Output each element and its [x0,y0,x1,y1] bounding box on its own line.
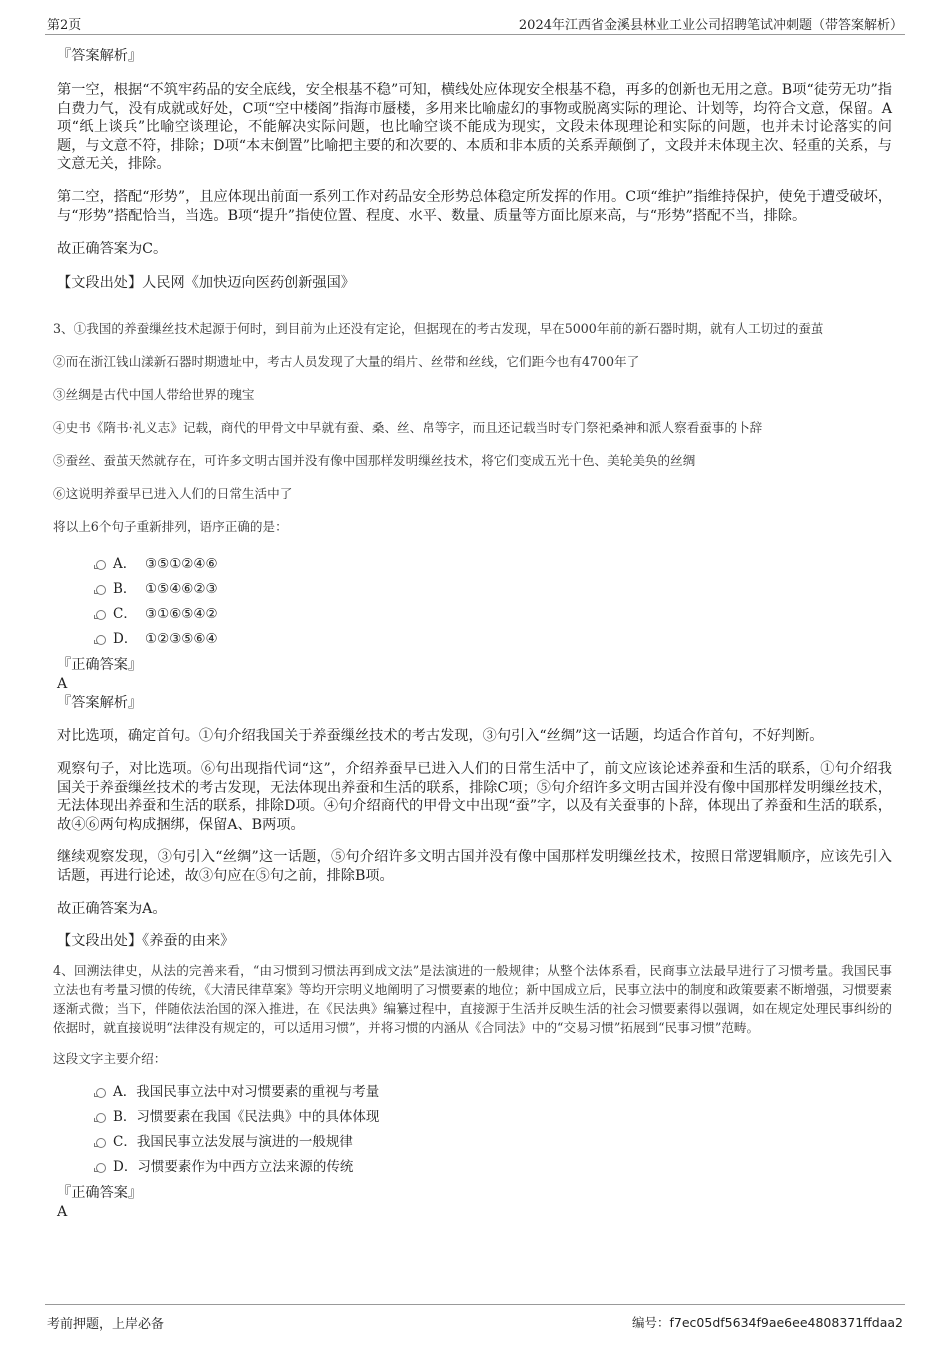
q2-analysis-paragraph-2: 第二空，搭配“形势”，且应体现出前面一系列工作对药品安全形势总体稳定所发挥的作用。C项“维护”指维持保护，使免于遭受破坏，与“形势”搭配恰当，当选。B项“提升”指使位置、程度、水平、数量、质量等方面比原来高，与“形势”搭配不当，排除。 [57,188,892,224]
q3-sentence-4: ④史书《隋书·礼义志》记载，商代的甲骨文中早就有蚕、桑、丝、帛等字，而且还记载当时专门祭祀桑神和派人察看蚕事的卜辞 [53,420,763,436]
q3-option-b[interactable]: B． ①⑤④⑥②③ [57,577,892,602]
q2-analysis-label: 『答案解析』 [57,48,143,64]
q3-option-c[interactable]: C． ③①⑥⑤④② [57,602,892,627]
q3-prompt: 将以上6个句子重新排列，语序正确的是： [53,519,288,535]
q4-answer-label: 『正确答案』 [57,1184,143,1201]
q3-answer-label: 『正确答案』 [57,657,143,674]
q2-analysis-paragraph-1: 第一空，根据“不筑牢药品的安全底线，安全根基不稳”可知，横线处应体现安全根基不稳，再多的创新也无用之意。B项“徒劳无功”指白费力气，没有成就或好处，C项“空中楼阁”指海市蜃楼，多用来比喻虚幻的事物或脱离实际的理论、计划等，均符合文意，保留。A项“纸上谈兵”比喻空谈理论，不能解决实际问题，也比喻空谈不能成为现实，文段未体现理论和实际的问题，也并未讨论落实的问题，与文意不符，排除；D项“本末倒置”比喻把主要的和次要的、本质和非本质的关系弄颠倒了，文段并未体现主次、轻重的关系，与文意无关，排除。 [57,82,892,173]
radio-icon[interactable] [96,1138,106,1148]
page-footer [45,1304,905,1333]
q3-analysis-paragraph-1: 对比选项，确定首句。①句介绍我国关于养蚕缫丝技术的考古发现，③句引入“丝绸”这一话题，均适合作首句，不好判断。 [57,728,824,745]
radio-icon[interactable] [96,1163,106,1173]
page-header [45,12,905,35]
q3-analysis-paragraph-3: 继续观察发现，③句引入“丝绸”这一话题，⑤句介绍许多文明古国并没有像中国那样发明缫丝技术，按照日常逻辑顺序，应该先引入话题，再进行论述，故③句应在⑤句之前，排除B项。 [57,849,892,884]
document-id: 编号：f7ec05df5634f9ae6ee4808371ffdaa2 [632,1315,903,1330]
q3-answer: A [57,676,68,693]
q4-option-d[interactable]: D．习惯要素作为中西方立法来源的传统 [57,1155,892,1180]
q3-sentence-3: ③丝绸是古代中国人带给世界的瑰宝 [53,387,255,403]
q3-sentence-6: ⑥这说明养蚕早已进入人们的日常生活中了 [53,486,293,502]
radio-icon[interactable] [96,635,106,645]
q3-analysis-label: 『答案解析』 [57,695,143,712]
question-3 [53,319,892,536]
radio-icon[interactable] [96,610,106,620]
q4-option-b[interactable]: B．习惯要素在我国《民法典》中的具体体现 [57,1105,892,1130]
q4-option-c[interactable]: C．我国民事立法发展与演进的一般规律 [57,1130,892,1155]
radio-icon[interactable] [96,560,106,570]
q3-source: 【文段出处】《养蚕的由来》 [57,933,235,950]
document-body [53,44,892,1222]
q4-options [57,1080,892,1180]
q4-passage: 4、回溯法律史，从法的完善来看，“由习惯到习惯法再到成文法”是法演进的一般规律；从整个法体系看，民商事立法最早进行了习惯考量。我国民事立法也有考量习惯的传统，《大清民律草案》等均开宗明义地阐明了习惯要素的地位；新中国成立后，民事立法中的制度和政策要素不断增强，习惯要素逐渐式微；当下，伴随依法治国的深入推进，在《民法典》编纂过程中，直接源于生活并反映生活的社会习惯要素得以强调，如在规定处理民事纠纷的依据时，就直接说明“法律没有规定的，可以适用习惯”，并将习惯的内涵从《合同法》中的“交易习惯”拓展到“民事习惯”范畴。 [53,962,892,1035]
q2-source: 【文段出处】人民网《加快迈向医药创新强国》 [57,274,355,291]
q3-sentence-5: ⑤蚕丝、蚕茧天然就存在，可许多文明古国并没有像中国那样发明缫丝技术，将它们变成五光十色、美轮美奂的丝绸 [53,453,696,469]
q4-prompt: 这段文字主要介绍： [53,1050,167,1066]
radio-icon[interactable] [96,1113,106,1123]
q3-option-d[interactable]: D． ①②③⑤⑥④ [57,627,892,652]
q3-options [57,552,892,652]
q2-conclusion: 故正确答案为C。 [57,241,168,258]
footer-slogan: 考前押题，上岸必备 [47,1317,165,1332]
q3-option-a[interactable]: A． ③⑤①②④⑥ [57,552,892,577]
q3-sentence-2: ②而在浙江钱山漾新石器时期遗址中，考古人员发现了大量的绢片、丝带和丝线，它们距今也有4700年了 [53,354,640,370]
page-number: 第2页 [47,18,82,33]
document-title: 2024年江西省金溪县林业工业公司招聘笔试冲刺题（带答案解析） [518,18,903,33]
q4-option-a[interactable]: A．我国民事立法中对习惯要素的重视与考量 [57,1080,892,1105]
q4-answer: A [57,1203,68,1220]
q3-sentence-1: 3、①我国的养蚕缫丝技术起源于何时，到目前为止还没有定论，但据现在的考古发现，早在5000年前的新石器时期，就有人工切过的蚕茧 [53,321,824,337]
q3-analysis-paragraph-2: 观察句子，对比选项。⑥句出现指代词“这”，介绍养蚕早已进入人们的日常生活中了，前文应该论述养蚕和生活的联系，①句介绍我国关于养蚕缫丝技术的考古发现，无法体现出养蚕和生活的联系，排除C项；⑤句介绍许多文明古国并没有像中国那样发明缫丝技术，无法体现出养蚕和生活的联系，排除D项。④句介绍商代的甲骨文中出现“蚕”字，以及有关蚕事的卜辞，体现出了养蚕和生活的联系，故④⑥两句构成捆绑，保留A、B两项。 [57,760,892,833]
q3-conclusion: 故正确答案为A。 [57,900,167,917]
radio-icon[interactable] [96,585,106,595]
radio-icon[interactable] [96,1088,106,1098]
